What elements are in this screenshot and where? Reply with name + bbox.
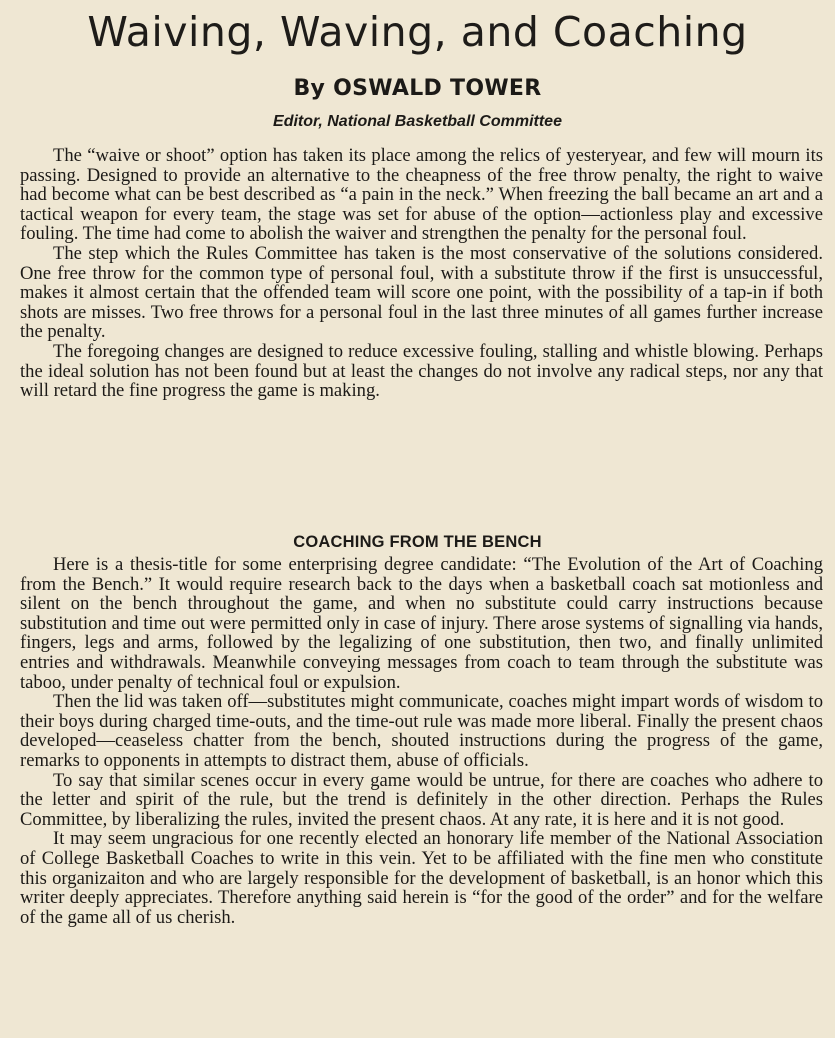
paragraph: To say that similar scenes occur in every game would be untrue, for there are coaches who adhere to the letter and spirit of the rule, but the trend is definitely in the other direction. Perhaps the Rules Committee, by liberalizing the rules, invited the present chaos. At any rate, it is here and it is not good. [20,769,823,830]
section-waive-or-shoot [20,146,823,401]
paragraph: The foregoing changes are designed to reduce excessive fouling, stalling and whistle blowing. Perhaps the ideal solution has not been found but at least the changes do not involve any radical steps, nor any that will retard the fine progress the game is making. [20,340,823,402]
article-byline: By OSWALD TOWER [293,76,542,101]
paragraph: Here is a thesis-title for some enterprising degree candidate: “The Evolution of the Art of Coaching from the Bench.” It would require research back to the days when a basketball coach sat motionless and silent on the bench throughout the game, and when no substitute could carry instructions because substitution and time out were permitted only in case of injury. There arose systems of signalling via hands, fingers, legs and arms, followed by the legalizing of one substitution, then two, and finally unlimited entries and withdrawals. Meanwhile conveying messages from coach to team through the substitute was taboo, under penalty of technical foul or expulsion. [20,554,823,693]
paragraph: Then the lid was taken off—substitutes might communicate, coaches might impart words of wisdom to their boys during charged time-outs, and the time-out rule was made more liberal. Finally the present chaos developed—ceaseless chatter from the bench, shouted instructions during the progress of the game, remarks to opponents in attempts to distract them, abuse of officials. [20,691,823,771]
paragraph: The step which the Rules Committee has taken is the most conservative of the solutions considered. One free throw for the common type of personal foul, with a substitute throw if the first is unsuccessful, makes it almost certain that the offended team will score one point, with the possibility of a tap-in if both shots are misses. Two free throws for a personal foul in the last three minutes of all games further increase the penalty. [20,242,823,343]
section-coaching-from-the-bench [20,555,823,927]
article-title: Waiving, Waving, and Coaching [87,8,748,56]
section-heading: COACHING FROM THE BENCH [293,533,542,551]
paragraph: It may seem ungracious for one recently elected an honorary life member of the National Association of College Basketball Coaches to write in this vein. Yet to be affiliated with the fine men who constitute this organizaiton and who are largely responsible for the development of basketball, is an honor which this writer deeply appreciates. Therefore anything said herein is “for the good of the order” and for the welfare of the game all of us cherish. [20,828,823,928]
author-affiliation: Editor, National Basketball Committee [273,113,562,130]
paragraph: The “waive or shoot” option has taken its place among the relics of yesteryear, and few will mourn its passing. Designed to provide an alternative to the cheapness of the free throw penalty, the right to waive had become what can be best described as “a pain in the neck.” When freezing the ball became an art and a tactical weapon for every team, the stage was set for abuse of the option—actionless play and excessive fouling. The time had come to abolish the waiver and strengthen the penalty for the personal foul. [20,145,823,245]
